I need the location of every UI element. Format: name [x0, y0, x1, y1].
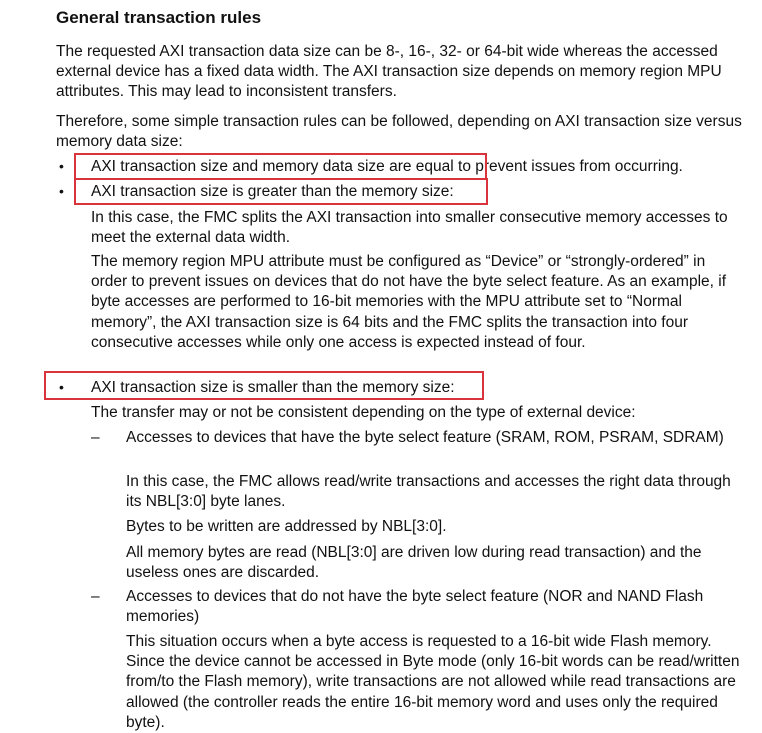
sub-item-1-title: Accesses to devices that have the byte select feature (SRAM, ROM, PSRAM, SDRAM): [126, 429, 724, 446]
sub-item-1-dash: –: [91, 429, 100, 446]
intro-paragraph-2: Therefore, some simple transaction rules can be followed, depending on AXI transaction size versus memory data size:: [56, 113, 742, 151]
sub-item-1-paragraph-2: Bytes to be written are addressed by NBL[3:0].: [126, 518, 447, 535]
bullet-2-paragraph-1: In this case, the FMC splits the AXI transaction into smaller consecutive memory accesses to meet the external data width.: [91, 209, 728, 247]
bullet-1-highlighted-text: AXI transaction size and memory data size are equal: [91, 158, 454, 175]
highlight-box-3: [44, 371, 484, 400]
sub-item-1-paragraph-1: In this case, the FMC allows read/write transactions and accesses the right data through its NBL[3:0] byte lanes.: [126, 473, 731, 511]
bullet-2-paragraph-2: The memory region MPU attribute must be configured as “Device” or “strongly-ordered” in order to prevent issues on devices that do not have the byte select feature. As an example, if byte accesses are performed to 16-bit memories with the MPU attribute set to “Normal memory”, the AXI transaction size is 64 bits and the FMC splits the transaction into four consecutive accesses while only one access is expected instead of four.: [91, 253, 727, 351]
bullet-1-dot: •: [59, 158, 64, 174]
intro-paragraph-1: The requested AXI transaction data size can be 8-, 16-, 32- or 64-bit wide whereas the accessed external device has a fixed data width. The AXI transaction size depends on memory region MPU attributes. This may lead to inconsistent transfers.: [56, 43, 722, 101]
bullet-3-paragraph-1: The transfer may or not be consistent depending on the type of external device:: [91, 404, 636, 421]
bullet-1-rest-text: to prevent issues from occurring.: [453, 158, 683, 175]
sub-item-1-paragraph-3: All memory bytes are read (NBL[3:0] are driven low during read transaction) and the useless ones are discarded.: [126, 544, 702, 582]
sub-item-2-paragraph-1: This situation occurs when a byte access is requested to a 16-bit wide Flash memory. Since the device cannot be accessed in Byte mode (only 16-bit words can be read/written from/to the Flash memory), write transactions are not allowed while read transactions are allowed (the controller reads the entire 16-bit memory word and uses only the required byte).: [126, 633, 740, 731]
bullet-3-dot: •: [59, 379, 64, 395]
highlight-box-2: [74, 178, 488, 205]
highlight-box-1: [74, 153, 487, 180]
bullet-3-text: AXI transaction size is smaller than the memory size:: [91, 379, 455, 396]
section-heading: General transaction rules: [56, 8, 262, 27]
sub-item-2-title: Accesses to devices that do not have the byte select feature (NOR and NAND Flash memories): [126, 588, 704, 626]
bullet-2-text: AXI transaction size is greater than the memory size:: [91, 183, 454, 200]
bullet-2-dot: •: [59, 183, 64, 199]
sub-item-2-dash: –: [91, 588, 100, 605]
